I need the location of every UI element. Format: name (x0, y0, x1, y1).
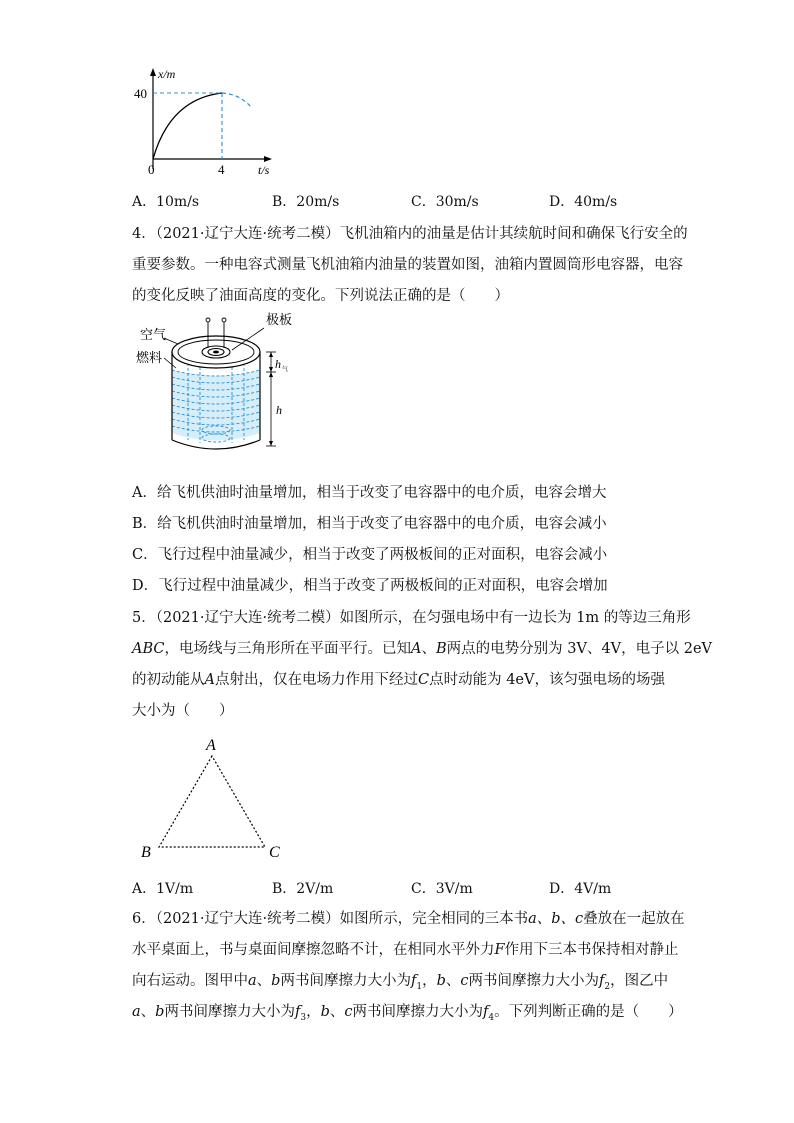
q4-option-c: C．飞行过程中油量减少，相当于改变了两极板间的正对面积，电容会减小 (132, 547, 608, 563)
label-fuel: 燃料 (136, 350, 163, 365)
q3-option-b: B．20m/s (272, 194, 340, 210)
q5-option-d: D．4V/m (549, 881, 612, 897)
q3-option-a: A．10m/s (132, 194, 200, 210)
x-t-graph (130, 64, 280, 179)
capacitor-figure (128, 310, 298, 460)
vertex-a: A (206, 737, 216, 754)
q6-line-1: 6．（2021·辽宁大连·统考二模）如图所示，完全相同的三本书a、b、c叠放在一起放在 (132, 911, 685, 927)
q6-line-2: 水平桌面上，书与桌面间摩擦忽略不计，在相同水平外力F作用下三本书保持相对静止 (132, 942, 679, 958)
q5-option-a: A．1V/m (132, 881, 194, 897)
triangle-figure (135, 733, 295, 865)
label-plate: 极板 (266, 312, 293, 327)
y-axis-label: x/m (158, 67, 176, 81)
q6-line-4: a、b两书间摩擦力大小为$f_3$，b、c两书间摩擦力大小为$f_4$。下列判断正确的是（ ） (132, 1004, 683, 1023)
q4-line-2: 重要参数。一种电容式测量飞机油箱内油量的装置如图，油箱内置圆筒形电容器，电容 (132, 257, 683, 273)
q5-option-c: C．3V/m (411, 881, 473, 897)
q4-option-b: B．给飞机供油时油量增加，相当于改变了电容器中的电介质，电容会减小 (132, 516, 607, 532)
q5-line-1: 5．（2021·辽宁大连·统考二模）如图所示，在匀强电场中有一边长为 1m 的等边三角形 (132, 610, 691, 626)
q5-line-2: ABC，电场线与三角形所在平面平行。已知A、B两点的电势分别为 3V、4V，电子以 2eV (132, 641, 713, 657)
x-tick-label: 4 (218, 162, 225, 177)
q5-line-3: 的初动能从A点射出，仅在电场力作用下经过C点时动能为 4eV，该匀强电场的场强 (132, 672, 665, 688)
label-h: h (276, 403, 282, 417)
y-tick-label: 40 (134, 86, 147, 101)
q4-line-1: 4．（2021·辽宁大连·统考二模）飞机油箱内的油量是估计其续航时间和确保飞行安全的 (132, 226, 688, 242)
q3-option-d: D．40m/s (549, 194, 618, 210)
q4-option-d: D．飞行过程中油量减少，相当于改变了两极板间的正对面积，电容会增加 (132, 578, 608, 594)
q5-line-4: 大小为（ ） (132, 703, 234, 719)
curve-solid (153, 93, 222, 159)
q4-line-3: 的变化反映了油面高度的变化。下列说法正确的是（ ） (132, 288, 509, 304)
q5-option-b: B．2V/m (272, 881, 334, 897)
fuel-region (172, 370, 260, 441)
curve-dashed (222, 93, 252, 108)
label-air: 空气 (140, 327, 167, 342)
origin-label: 0 (148, 162, 155, 177)
x-axis-arrow (264, 156, 272, 162)
q6-line-3: 向右运动。图甲中a、b两书间摩擦力大小为$f_1$，b、c两书间摩擦力大小为$f_2$，图乙中 (132, 973, 669, 992)
q4-option-a: A．给飞机供油时油量增加，相当于改变了电容器中的电介质，电容会增大 (132, 485, 607, 501)
vertex-c: C (269, 844, 280, 861)
y-axis-arrow (150, 68, 156, 76)
x-axis-label: t/s (258, 163, 270, 177)
label-h-air: h (275, 357, 281, 371)
label-h-air-sub: 气 (282, 367, 289, 373)
q3-option-c: C．30m/s (411, 194, 479, 210)
vertex-b: B (141, 844, 151, 861)
triangle-abc (159, 756, 265, 847)
